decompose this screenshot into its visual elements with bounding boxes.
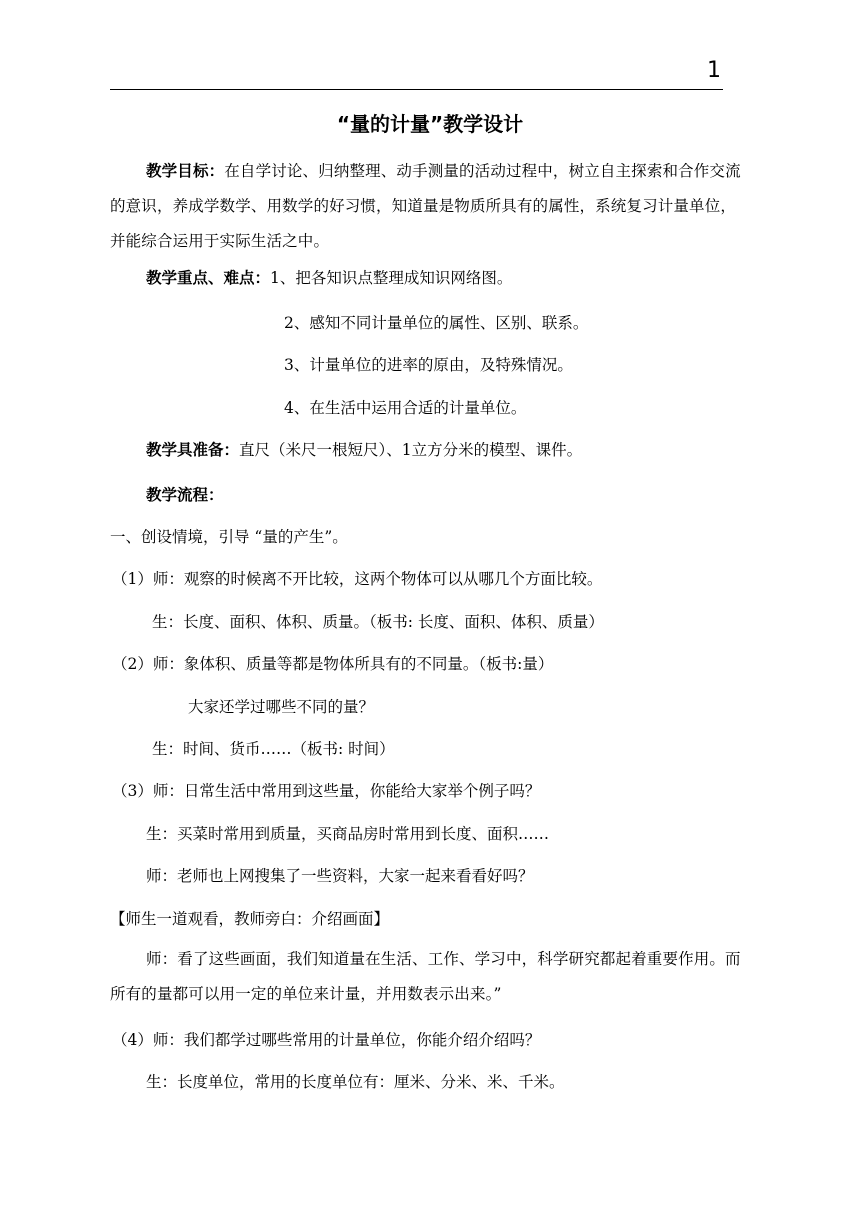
key-point-item: 1、把各知识点整理成知识网络图。	[270, 269, 513, 287]
dialogue-line: 大家还学过哪些不同的量？	[188, 698, 375, 716]
key-point-item: 3、计量单位的进率的原由，及特殊情况。	[284, 356, 573, 374]
key-points-line-1	[146, 266, 512, 288]
teaching-goal-paragraph	[110, 154, 750, 259]
key-points-label: 教学重点、难点：	[146, 269, 271, 287]
process-heading: 教学流程：	[146, 486, 224, 504]
materials-line	[146, 438, 582, 460]
key-point-item: 2、感知不同计量单位的属性、区别、联系。	[284, 314, 589, 332]
dialogue-line: 师：老师也上网搜集了一些资料，大家一起来看看好吗？	[146, 867, 534, 885]
stage-direction: 【师生一道观看，教师旁白：介绍画面】	[110, 910, 390, 928]
page-number: 1	[707, 58, 721, 83]
dialogue-line: （3）师：日常生活中常用到这些量，你能给大家举个例子吗？	[112, 782, 541, 800]
dialogue-paragraph: 师：看了这些画面，我们知道量在生活、工作、学习中，科学研究都起着重要作用。而所有的量都可以用一定的单位来计量，并用数表示出来。”	[110, 950, 741, 1003]
dialogue-line: 生：买菜时常用到质量，买商品房时常用到长度、面积……	[146, 825, 550, 843]
dialogue-line: 生：长度单位，常用的长度单位有：厘米、分米、米、千米。	[146, 1073, 565, 1091]
key-point-item: 4、在生活中运用合适的计量单位。	[284, 399, 527, 417]
dialogue-line: 生：时间、货币……（板书: 时间）	[152, 740, 395, 758]
teaching-goal-text: 在自学讨论、归纳整理、动手测量的活动过程中，树立自主探索和合作交流的意识，养成学数学、用数学的好习惯，知道量是物质所具有的属性，系统复习计量单位，并能综合运用于实际生活之中。	[110, 162, 741, 250]
dialogue-line: 生：长度、面积、体积、质量。（板书: 长度、面积、体积、质量）	[152, 613, 604, 631]
section-heading: 一、创设情境，引导 “量的产生”。	[110, 528, 348, 546]
materials-text: 直尺（米尺一根短尺）、1立方分米的模型、课件。	[239, 441, 583, 459]
teaching-goal-label: 教学目标：	[146, 162, 225, 180]
header-rule	[110, 89, 723, 90]
materials-label: 教学具准备：	[146, 441, 240, 459]
dialogue-line: （1）师：观察的时候离不开比较，这两个物体可以从哪几个方面比较。	[112, 570, 603, 588]
dialogue-line: （2）师：象体积、质量等都是物体所具有的不同量。（板书:量）	[112, 655, 554, 673]
dialogue-line: （4）师：我们都学过哪些常用的计量单位，你能介绍介绍吗？	[112, 1031, 541, 1049]
document-title: “量的计量”教学设计	[336, 112, 524, 136]
